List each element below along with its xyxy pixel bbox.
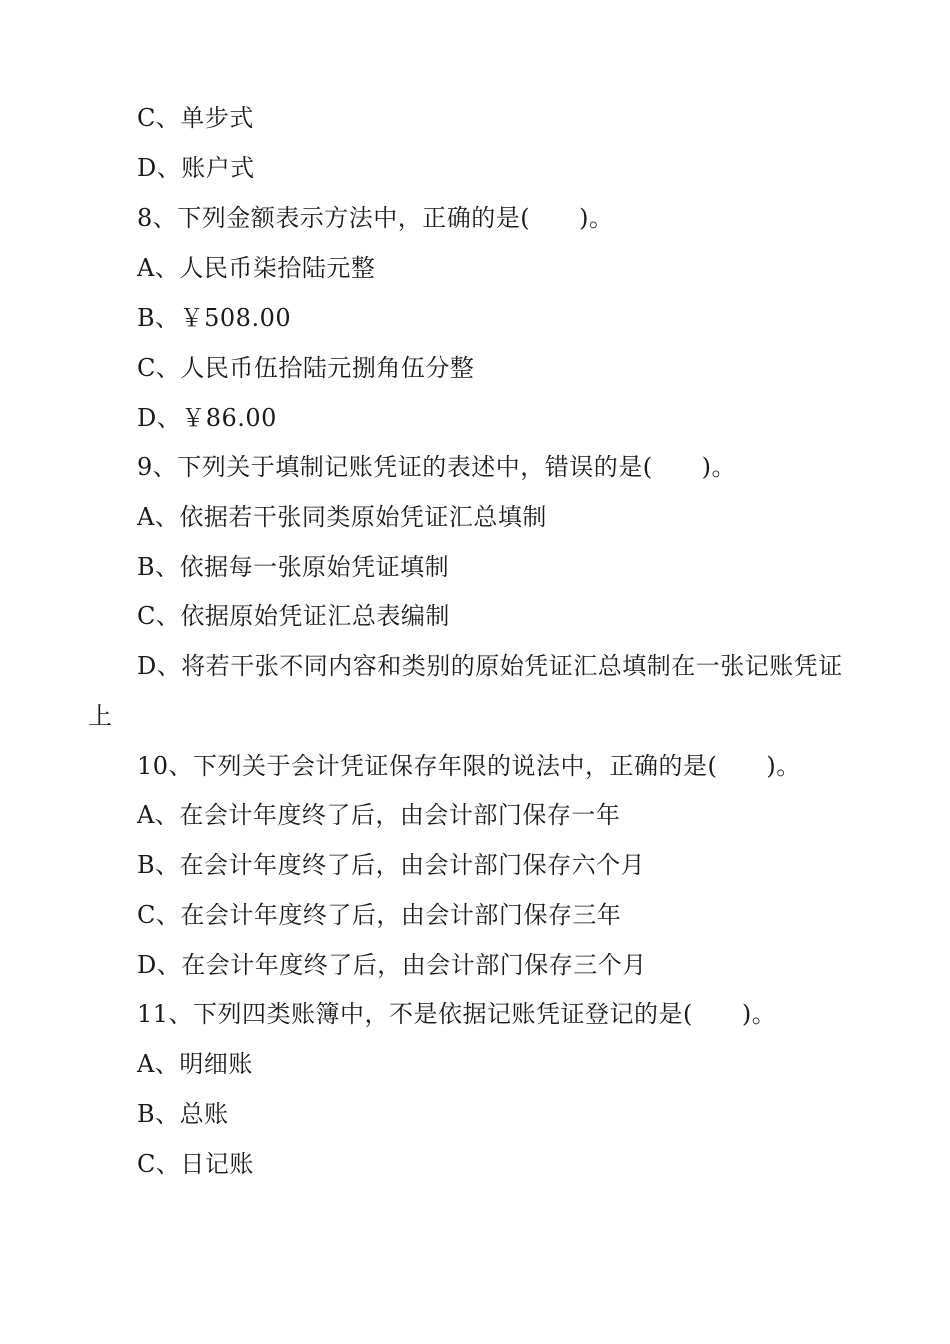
option-d-q7: D、账户式	[137, 154, 255, 182]
option-d-q10: D、在会计年度终了后，由会计部门保存三个月	[137, 951, 647, 979]
option-b-q9: B、依据每一张原始凭证填制	[137, 553, 450, 581]
option-d-q8: D、￥86.00	[137, 404, 277, 432]
question-8: 8、下列金额表示方法中，正确的是( )。	[137, 204, 614, 232]
question-10: 10、下列关于会计凭证保存年限的说法中，正确的是( )。	[137, 752, 801, 780]
option-c-q8: C、人民币伍拾陆元捌角伍分整	[137, 354, 475, 382]
option-c-q11: C、日记账	[137, 1150, 254, 1178]
question-11: 11、下列四类账簿中，不是依据记账凭证登记的是( )。	[137, 1000, 777, 1028]
option-d-q9: D、将若干张不同内容和类别的原始凭证汇总填制在一张记账凭证	[137, 652, 843, 680]
question-9: 9、下列关于填制记账凭证的表述中，错误的是( )。	[137, 453, 736, 481]
option-a-q8: A、人民币柒拾陆元整	[137, 254, 376, 282]
option-c-q9: C、依据原始凭证汇总表编制	[137, 602, 450, 630]
option-c-q7: C、单步式	[137, 104, 254, 132]
option-a-q11: A、明细账	[137, 1050, 253, 1078]
option-a-q10: A、在会计年度终了后，由会计部门保存一年	[137, 801, 621, 829]
option-b-q11: B、总账	[137, 1100, 229, 1128]
option-d-q9-continuation: 上	[88, 702, 113, 730]
option-a-q9: A、依据若干张同类原始凭证汇总填制	[137, 503, 547, 531]
option-b-q8: B、￥508.00	[137, 304, 292, 332]
option-c-q10: C、在会计年度终了后，由会计部门保存三年	[137, 901, 622, 929]
option-b-q10: B、在会计年度终了后，由会计部门保存六个月	[137, 851, 646, 879]
